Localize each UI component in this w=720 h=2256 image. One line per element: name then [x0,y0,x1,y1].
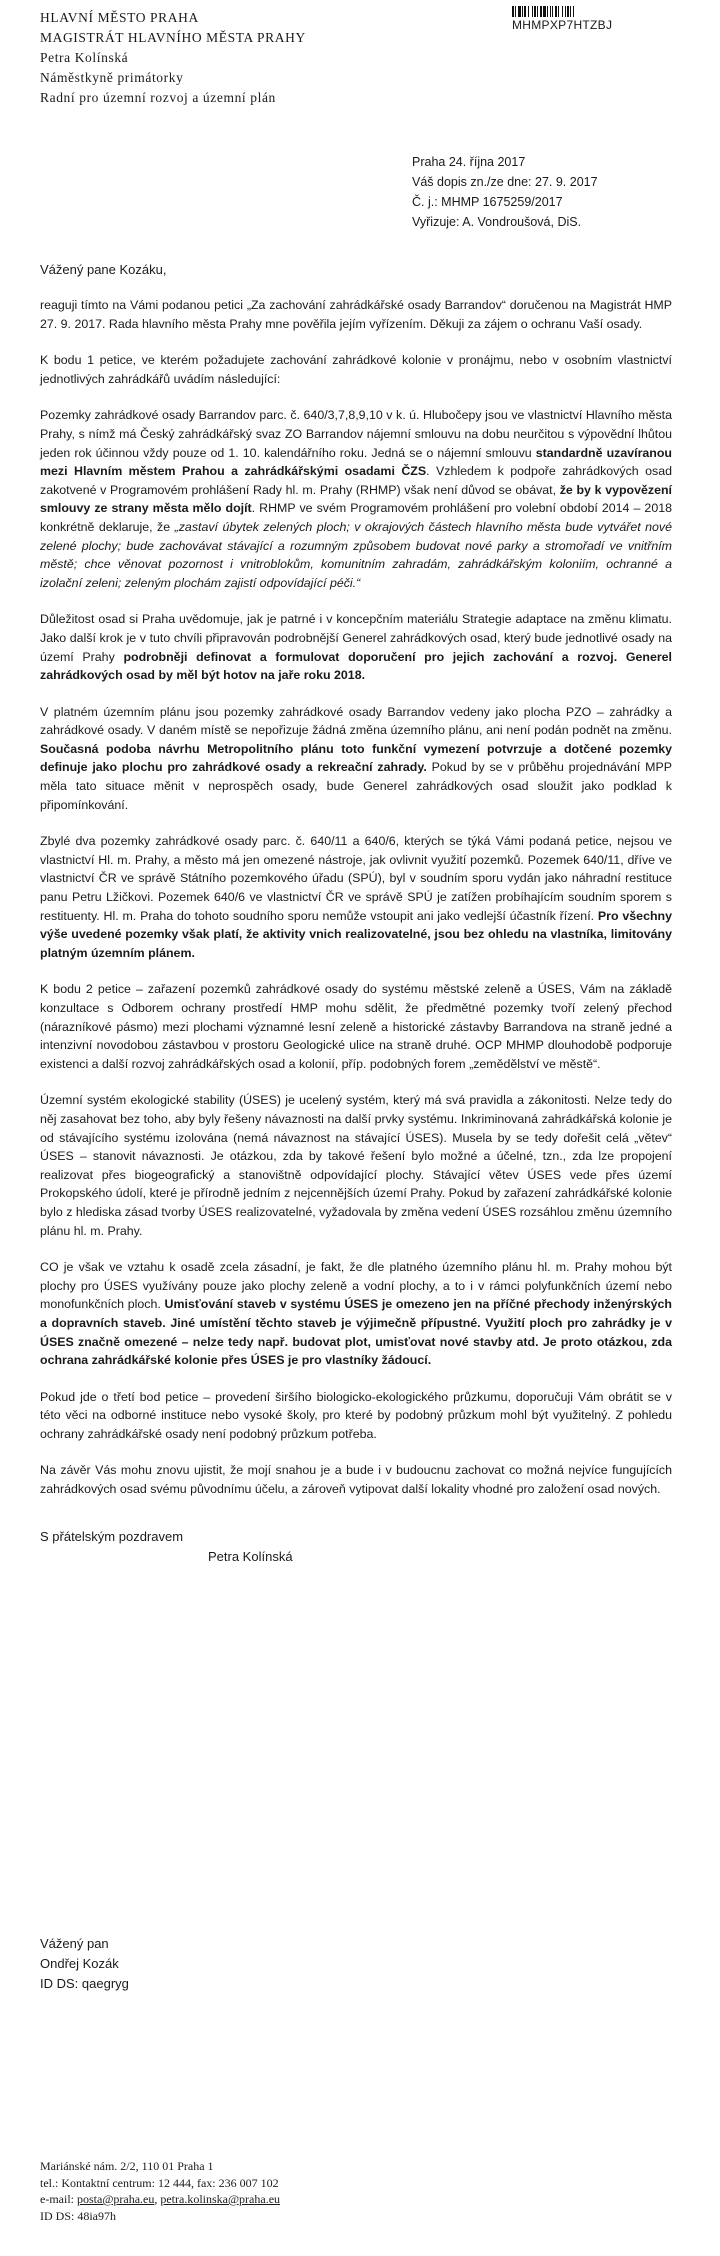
addressee [40,1934,129,1994]
paragraph [40,610,672,684]
letter-meta [412,152,598,232]
signature-name: Petra Kolínská [208,1549,293,1564]
closing [40,1527,293,1567]
footer-email-separator: , [154,2192,161,2206]
letterhead-city: HLAVNÍ MĚSTO PRAHA [40,10,199,25]
paragraph-text: Územní systém ekologické stability (ÚSES) je ucelený systém, který má svá pravidla a zákonitosti. Nelze tedy do něj zasahovat bez toho, aby byly řešeny návaznosti na další prvky systému. Inkriminovaná zahrádkářská kolonie je od stávajícího systému izolována (nemá návaznost na stávající ÚSES). Musela by se tedy dořešit celá „větev“ ÚSES – stanovit návaznosti. Je otázkou, zda by takové řešení bylo možné a účelné, tzn., zda lze propojení realizovat přes biogeografický a stanovištně odpovídající plochy. Stávající větev ÚSES vede přes území Prokopského údolí, které je přírodně jedním z nejcennějších území Prahy. Pokud by zařazení zahrádkářské kolonie bylo z hlediska zásad tvorby ÚSES realizovatelné, vyžadovala by změna vedení ÚSES rozsáhlou změnu územního plánu hl. m. Prahy. [40,1093,672,1238]
paragraph-text: Na závěr Vás mohu znovu ujistit, že mojí snahou je a bude i v budoucnu zachovat co možná nejvíce fungujících zahrádkových osad svému původnímu účelu, a zároveň vytipovat další lokality vhodné pro založení osad nových. [40,1463,672,1497]
paragraph [40,703,672,815]
footer-email-line [40,2191,280,2208]
barcode-bar [574,6,576,17]
addressee-name: Ondřej Kozák [40,1956,119,1971]
paragraph [40,1091,672,1240]
paragraph-text: . RHMP ve svém Programovém prohlášení pro volební období 2014 – 2018 konkrétně deklaruje, že [40,501,672,534]
emphasis-text: standardně uzavíranou mezi Hlavním městem Prahou a zahrádkářskými osadami ČZS [40,445,673,479]
paragraph [40,296,672,333]
paragraph-text: . Vzhledem k podpoře zahrádkových osad zakotvené v Programovém prohlášení Rady hl. m. Prahy (RHMP) však není důvod se obávat, [40,464,672,497]
footer-phone: tel.: Kontaktní centrum: 12 444, fax: 236 007 102 [40,2175,279,2190]
emphasis-text: Současná podoba návrhu Metropolitního plánu toto funkční vymezení potvrzuje a dotčené pozemky definuje jako plochu pro zahrádkové osady a rekreační zahrady. [40,741,672,775]
quote-text: „zastaví úbytek zelených ploch; v okrajových částech hlavního města bude vytvářet nové zelené plochy; bude zachovávat stávající a rozumným způsobem budovat nové parky a stromořadí ve vnitřním městě; chce věnovat pozornost i vnitroblokům, komunitním zahradám, zahrádkářským koloniím, ochranné a izolační zeleni; zeleným plochám zajistí odpovídající péči.“ [40,519,672,590]
letterhead-role: Radní pro územní rozvoj a územní plán [40,90,276,105]
barcode [512,6,622,32]
footer-address: Mariánské nám. 2/2, 110 01 Praha 1 [40,2159,214,2173]
paragraph-text: K bodu 2 petice – zařazení pozemků zahrádkové osady do systému městské zeleně a ÚSES, Vám na základě konzultace s Odborem ochrany prostředí HMP mohu sdělit, že předmětné pozemky tvoří zelený přechod (nárazníkové pásmo) mezi plochami významné lesní zeleně a historické zástavby Barrandova na straně jedné a intenzivní novodobou zástavbou v prostoru Geologické ulice na straně druhé. OCP MHMP dlouhodobě podporuje existenci a další rozvoj zahrádkářských osad a kolonií, příp. podobných forem „zemědělství ve městě“. [40,982,672,1071]
letterhead-name: Petra Kolínská [40,50,129,65]
emphasis-text: Umisťování staveb v systému ÚSES je omezeno jen na příčné přechody inženýrských a dopravních staveb. Jiné umístění těchto staveb je výjimečně přípustné. Využití ploch pro zahrádky je v ÚSES značně omezené – nelze tedy např. budovat plot, umisťovat nové stavby atd. Je proto otázkou, zda ochrana zahrádkářské kolonie přes ÚSES je pro vlastníky žádoucí. [40,1297,673,1368]
footer-databox: ID DS: 48ia97h [40,2208,116,2223]
addressee-databox: ID DS: qaegryg [40,1976,129,1991]
paragraph-text: Důležitost osad si Praha uvědomuje, jak je patrné i v koncepčním materiálu Strategie adaptace na změnu klimatu. Jako další krok je v tuto chvíli připravován podrobnější Generel zahrádkových osad, který bude jednotlivé osady na území Prahy [40,612,672,664]
salutation: Vážený pane Kozáku, [40,262,167,277]
letterhead [40,8,306,108]
paragraph-text: reaguji tímto na Vámi podanou petici „Za zachování zahrádkářské osady Barrandov“ doručenou na Magistrát HMP 27. 9. 2017. Rada hlavního města Prahy mne pověřila jejím vyřízením. Děkuji za zájem o ochranu Vaší osady. [40,298,672,331]
email-link-kolinska[interactable]: petra.kolinska@praha.eu [160,2192,281,2206]
paragraph-text: Zbylé dva pozemky zahrádkové osady parc. č. 640/11 a 640/6, kterých se týká Vámi podaná petice, nejsou ve vlastnictví Hl. m. Prahy, a město má jen omezené nástroje, jak ovlivnit využití pozemků. Pozemek 640/11, dříve ve vlastnictví ČR ve správě Státního pozemkového úřadu (SPÚ), byl v soudním sporu vydán jako náhradní restituce panu Petru Lžičkovi. Pozemek 640/6 ve vlastnictví ČR ve správě SPÚ je zatížen probíhajícím soudním sporem s restituenty. Hl. m. Praha do tohoto soudního sporu nemůže vstoupit ani jako vedlejší účastník řízení. [40,834,672,923]
paragraph [40,351,672,388]
paragraph [40,1461,672,1498]
barcode-id: MHMPXP7HTZBJ [512,18,613,32]
paragraph-text: Pozemky zahrádkové osady Barrandov parc. č. 640/3,7,8,9,10 v k. ú. Hlubočepy jsou ve vlastnictví Hlavního města Prahy, s nímž má Český zahrádkářský svaz ZO Barrandov nájemní smlouvu na dobu neurčitou s výpovědní lhůtou jeden rok účinnou vždy pouze od 1. 10. kalendářního roku. Jedná se o nájemní smlouvu [40,408,672,460]
letterhead-position: Náměstkyně primátorky [40,70,184,85]
paragraph [40,832,672,962]
footer [40,2158,280,2224]
paragraph-text: Pokud by se v průběhu projednávání MPP měla tato situace měnit v neprospěch osady, bude Generel zahrádkových osad sloužit jako podklad k připomínkování. [40,760,672,812]
letter-date: Praha 24. října 2017 [412,155,526,169]
emphasis-text: podrobněji definovat a formulovat doporučení pro jejich zachování a rozvoj. Generel zahrádkových osad by měl být hotov na jaře roku 2018. [40,649,672,683]
handled-by: Vyřizuje: A. Vondroušová, DiS. [412,215,582,229]
reference-number: Č. j.: MHMP 1675259/2017 [412,195,563,209]
barcode-bars [512,6,622,17]
paragraph [40,406,672,592]
paragraph-text: Pokud jde o třetí bod petice – provedení širšího biologicko-ekologického průzkumu, doporučuji Vám obrátit se v této věci na odborné instituce nebo vysoké školy, pro které by podobný průzkum mohl být využitelný. Z pohledu ochrany zahrádkářské osady není podobný průzkum potřeba. [40,1389,672,1441]
your-letter-ref: Váš dopis zn./ze dne: 27. 9. 2017 [412,175,598,189]
addressee-greeting: Vážený pan [40,1936,109,1951]
paragraph-text: V platném územním plánu jsou pozemky zahrádkové osady Barrandov vedeny jako plocha PZO – zahrádky a zahrádkové osady. V daném místě se nepořizuje žádná změna územního plánu, ani není podán podnět na změnu. [40,704,672,738]
paragraph [40,1258,672,1370]
closing-regards: S přátelským pozdravem [40,1529,184,1544]
paragraph [40,980,672,1073]
paragraph-text: K bodu 1 petice, ve kterém požadujete zachování zahrádkové kolonie v pronájmu, nebo v osobním vlastnictví jednotlivých zahrádkářů uvádím následující: [40,353,672,386]
paragraph [40,1388,672,1444]
footer-email-label: e-mail: [40,2192,77,2206]
emphasis-text: Pro všechny výše uvedené pozemky však platí, že aktivity vnich realizovatelné, jsou bez ohledu na vlastníka, limitovány platným územním plánem. [40,908,672,960]
emphasis-text: že by k vypovězení smlouvy ze strany města mělo dojít [40,482,672,516]
letter-body [40,296,672,1517]
letterhead-magistrate: MAGISTRÁT HLAVNÍHO MĚSTA PRAHY [40,30,306,45]
paragraph-text: CO je však ve vztahu k osadě zcela zásadní, je fakt, že dle platného územního plánu hl. m. Prahy mohou být plochy pro ÚSES využívány pouze jako plochy zeleně a vodní plochy, a to i v rámci polyfunkčních území nebo monofunkčních ploch. [40,1260,672,1312]
email-link-posta[interactable]: posta@praha.eu [76,2192,155,2206]
